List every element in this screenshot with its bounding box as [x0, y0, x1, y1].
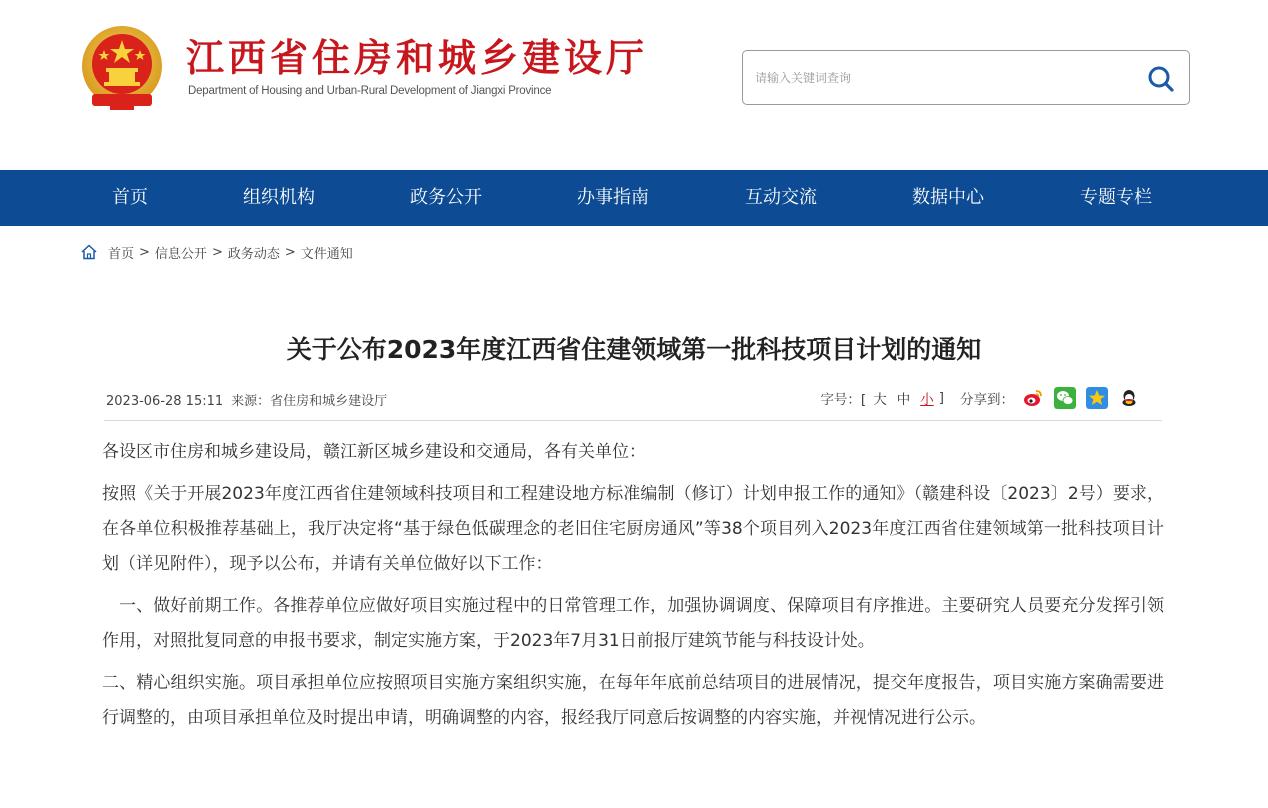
national-emblem-icon	[80, 24, 164, 112]
site-header	[0, 0, 1268, 170]
share-label: 分享到：	[960, 392, 1014, 408]
font-size-large-button[interactable]: 大	[873, 392, 887, 408]
home-icon[interactable]	[80, 243, 98, 261]
nav-item-special-topics[interactable]: 专题专栏	[1080, 187, 1152, 208]
main-nav	[0, 170, 1268, 226]
nav-item-data-center[interactable]: 数据中心	[912, 187, 984, 208]
article-meta	[106, 390, 395, 409]
article-datetime: 2023-06-28 15:11	[106, 394, 224, 409]
article-source: 来源：省住房和城乡建设厅	[231, 394, 388, 409]
font-size-medium-button[interactable]: 中	[896, 392, 911, 408]
article-paragraph: 一、做好前期工作。各推荐单位应做好项目实施过程中的日常管理工作，加强协调调度、保障项目有序推进。主要研究人员要充分发挥引领作用，对照批复同意的申报书要求，制定实施方案，于2023年7月31日前报厅建筑节能与科技设计处。	[102, 596, 1164, 651]
search-icon[interactable]	[1145, 63, 1177, 95]
meta-divider	[104, 420, 1162, 421]
site-subtitle: Department of Housing and Urban-Rural Development of Jiangxi Province	[188, 85, 552, 97]
search-input[interactable]	[755, 65, 1125, 91]
site-title: 江西省住房和城乡建设厅	[186, 36, 649, 80]
article-paragraph: 二、精心组织实施。项目承担单位应按照项目实施方案组织实施，在每年年底前总结项目的进展情况，提交年度报告，项目实施方案确需要进行调整的，由项目承担单位及时提出申请，明确调整的内容，报经我厅同意后按调整的内容实施，并视情况进行公示。	[102, 673, 1164, 728]
nav-item-organization[interactable]: 组织机构	[243, 187, 315, 208]
search-box	[742, 50, 1190, 105]
weibo-icon[interactable]	[1022, 387, 1044, 409]
qzone-icon[interactable]	[1086, 387, 1108, 409]
article-content	[102, 435, 1164, 743]
article-paragraph: 各设区市住房和城乡建设局，赣江新区城乡建设和交通局，各有关单位：	[102, 442, 646, 462]
breadcrumb-separator: >	[139, 244, 150, 260]
breadcrumb-separator: >	[211, 244, 223, 260]
font-size-label: 字号：[	[820, 392, 867, 408]
wechat-icon[interactable]	[1054, 387, 1076, 409]
breadcrumb-separator: >	[284, 244, 296, 260]
qq-icon[interactable]	[1118, 387, 1140, 409]
nav-item-home[interactable]: 首页	[112, 187, 148, 208]
article-paragraph: 按照《关于开展2023年度江西省住建领域科技项目和工程建设地方标准编制（修订）计划申报工作的通知》（赣建科设〔2023〕2号）要求，在各单位积极推荐基础上，我厅决定将“基于绿色低碳理念的老旧住宅厨房通风”等38个项目列入2023年度江西省住建领域第一批科技项目计划（详见附件），现予以公布，并请有关单位做好以下工作：	[102, 484, 1164, 574]
nav-item-service-guide[interactable]: 办事指南	[577, 187, 649, 208]
article-title: 关于公布2023年度江西省住建领域第一批科技项目计划的通知	[286, 335, 982, 364]
article-tools	[820, 386, 1150, 410]
breadcrumb-home[interactable]: 首页	[108, 246, 135, 262]
breadcrumb-file-notice[interactable]: 文件通知	[300, 246, 353, 262]
font-size-close: ]	[938, 390, 944, 406]
font-size-small-button[interactable]: 小	[920, 392, 934, 408]
breadcrumb-info-public[interactable]: 信息公开	[154, 246, 207, 262]
nav-item-government-affairs[interactable]: 政务公开	[410, 187, 482, 208]
nav-item-interaction[interactable]: 互动交流	[745, 187, 817, 208]
breadcrumb-gov-news[interactable]: 政务动态	[227, 246, 280, 262]
breadcrumb	[80, 242, 353, 262]
